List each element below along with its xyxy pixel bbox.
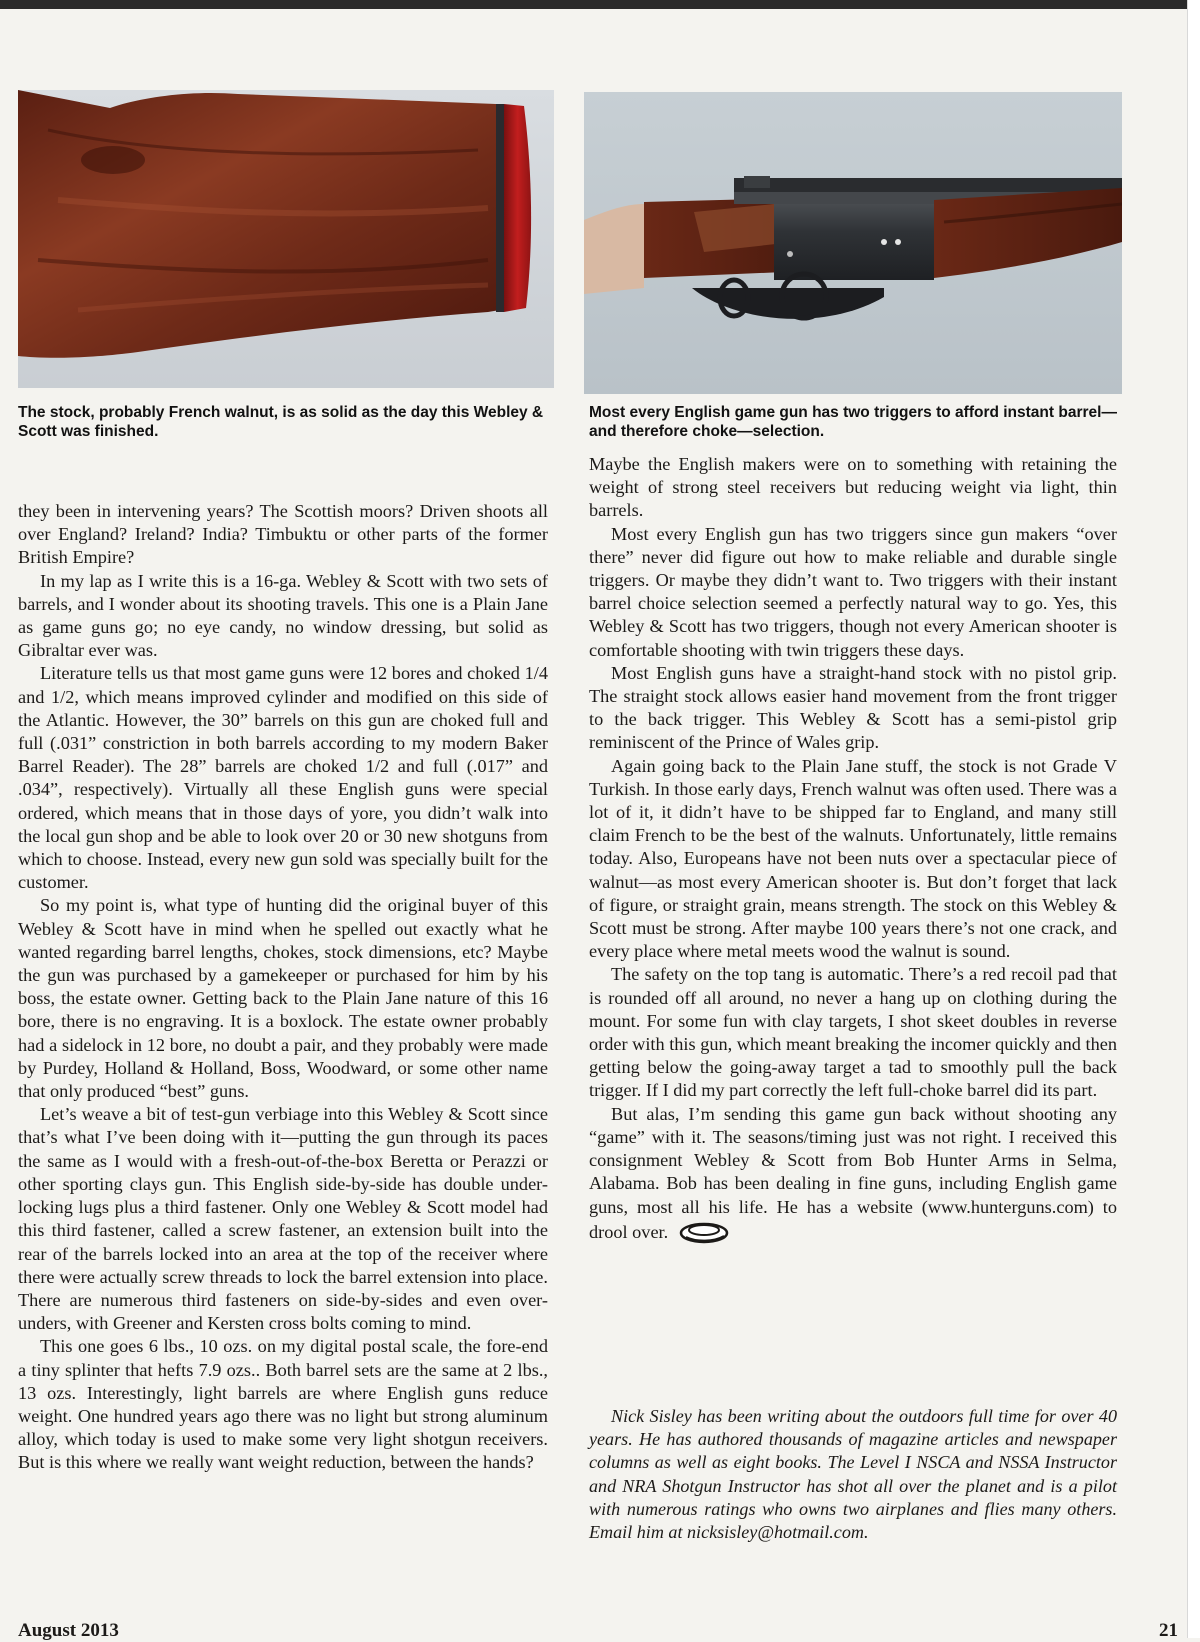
- gun-action-image: [584, 92, 1122, 394]
- paragraph: Most every English gun has two triggers since gun makers “over there” never did figure out how to make reliable and durable single triggers. Or maybe they didn’t want to. Two triggers with their instant barrel choice selection seemed a perfectly natural way to go. Yes, this Webley & Scott has two triggers, though not every American shooter is comfortable shooting with twin triggers these days.: [589, 523, 1117, 660]
- paragraph: Maybe the English makers were on to something with retaining the weight of strong steel receivers but reducing weight via light, thin barrels.: [589, 454, 1117, 521]
- paragraph: Let’s weave a bit of test-gun verbiage into this Webley & Scott since that’s what I’ve been doing with it—putting the gun through its paces the same as I would with a fresh-out-of-the-box Beretta or Perazzi or other sporting clays gun. This English side-by-side has double under-locking lugs plus a third fastener. Only one Webley & Scott model had this third fastener, called a screw fastener, an extension built into the rear of the barrels locked into an area at the top of the receiver where there were actually screw threads to lock the barrel extension into place. There are numerous third fasteners on side-by-sides and even over-unders, with Greener and Kersten cross bolts coming to mind.: [18, 1104, 548, 1334]
- paragraph: In my lap as I write this is a 16-ga. Webley & Scott with two sets of barrels, and I wonder about its shooting travels. This one is a Plain Jane as game guns go; no eye candy, no window dressing, but solid as Gibraltar ever was.: [18, 570, 548, 661]
- clay-target-icon: [678, 1219, 730, 1245]
- article-column-right: [589, 453, 1117, 1245]
- photo-caption-right: Most every English game gun has two triggers to afford instant barrel—and therefore choke—selection.: [589, 404, 1117, 440]
- paragraph-text: But alas, I’m sending this game gun back without shooting any “game” with it. The seasons/timing just was not right. I received this consignment Webley & Scott from Bob Hunter Arms in Selma, Alabama. Bob has been dealing in fine guns, including English game guns, most all his life. He has a website (www.hunterguns.com) to drool over.: [589, 1103, 1117, 1242]
- triggers-photo: [584, 92, 1122, 394]
- top-edge: [0, 0, 1200, 9]
- stock-photo: [18, 90, 554, 388]
- issue-date: August 2013: [18, 1620, 119, 1641]
- paragraph: So my point is, what type of hunting did the original buyer of this Webley & Scott have in mind when he spelled out exactly what he wanted regarding barrel lengths, chokes, stock dimensions, etc? Maybe the gun was purchased by a gamekeeper or purchased for him by his boss, the estate owner. Getting back to the Plain Jane nature of this 16 bore, there is no engraving. It is a boxlock. The estate owner probably had a sidelock in 12 bore, no doubt a pair, and they probably were made by Purdey, Holland & Holland, Boss, Woodward, or some other name that only produced “best” guns.: [18, 895, 548, 1102]
- paragraph: This one goes 6 lbs., 10 ozs. on my digital postal scale, the fore-end a tiny splinter that hefts 7.9 ozs.. Both barrel sets are the same at 2 lbs., 13 ozs. Interestingly, light barrels are where English guns reduce weight. One hundred years ago there was no light but strong aluminum alloy, which today is used to make some very light shotgun receivers. But is this where we really want weight reduction, between the hands?: [18, 1336, 548, 1473]
- page-number: 21: [1159, 1620, 1178, 1641]
- gun-stock-image: [18, 90, 554, 388]
- last-paragraph: [589, 1103, 1117, 1245]
- paragraph: they been in intervening years? The Scottish moors? Driven shoots all over England? Ireland? India? Timbuktu or other parts of the former British Empire?: [18, 501, 548, 568]
- paragraph: Again going back to the Plain Jane stuff, the stock is not Grade V Turkish. In those early days, French walnut was often used. There was a lot of it, it didn’t have to be shipped far to England, and many still claim French to be the best of the walnuts. Unfortunately, little remains today. Also, Europeans have not been nuts over a spectacular piece of walnut—as most every American shooter is. But don’t forget that lack of figure, or straight grain, means strength. The stock on this Webley & Scott must be strong. After maybe 100 years there’s not one crack, and every place where metal meets wood the walnut is sound.: [589, 755, 1117, 962]
- article-column-left: [18, 500, 548, 1475]
- paragraph: The safety on the top tang is automatic. There’s a red recoil pad that is rounded off all around, no never a hang up on clothing during the mount. For some fun with clay targets, I shot skeet doubles in reverse order with this gun, which meant breaking the incomer quickly and then getting below the going-away target a tad to smoothly pull the back trigger. If I did my part correctly the left full-choke barrel did its part.: [589, 964, 1117, 1101]
- paragraph: Literature tells us that most game guns were 12 bores and choked 1/4 and 1/2, which means improved cylinder and modified on this side of the Atlantic. However, the 30” barrels on this gun are choked full and full (.031” constriction in both barrels according to my modern Baker Barrel Reader). The 28” barrels are choked 1/2 and full (.017” and .034”, respectively). Virtually all these English guns were special ordered, which means that in those days of yore, you didn’t walk into the local gun shop and be able to look over 20 or 30 new shotguns from which to choose. Instead, every new gun sold was specially built for the customer.: [18, 663, 548, 893]
- page-edge: [1187, 0, 1200, 1638]
- photo-caption-left: The stock, probably French walnut, is as solid as the day this Webley & Scott was finished.: [18, 404, 544, 440]
- author-bio: Nick Sisley has been writing about the outdoors full time for over 40 years. He has authored thousands of magazine articles and newspaper columns as well as eight books. The Level I NSCA and NSSA Instructor and NRA Shotgun Instructor has shot all over the planet and is a pilot with numerous ratings who owns two airplanes and flies many others. Email him at nicksisley@hotmail.com.: [589, 1406, 1117, 1543]
- paragraph: Most English guns have a straight-hand stock with no pistol grip. The straight stock allows easier hand movement from the front trigger to the back trigger. This Webley & Scott has a semi-pistol grip reminiscent of the Prince of Wales grip.: [589, 662, 1117, 753]
